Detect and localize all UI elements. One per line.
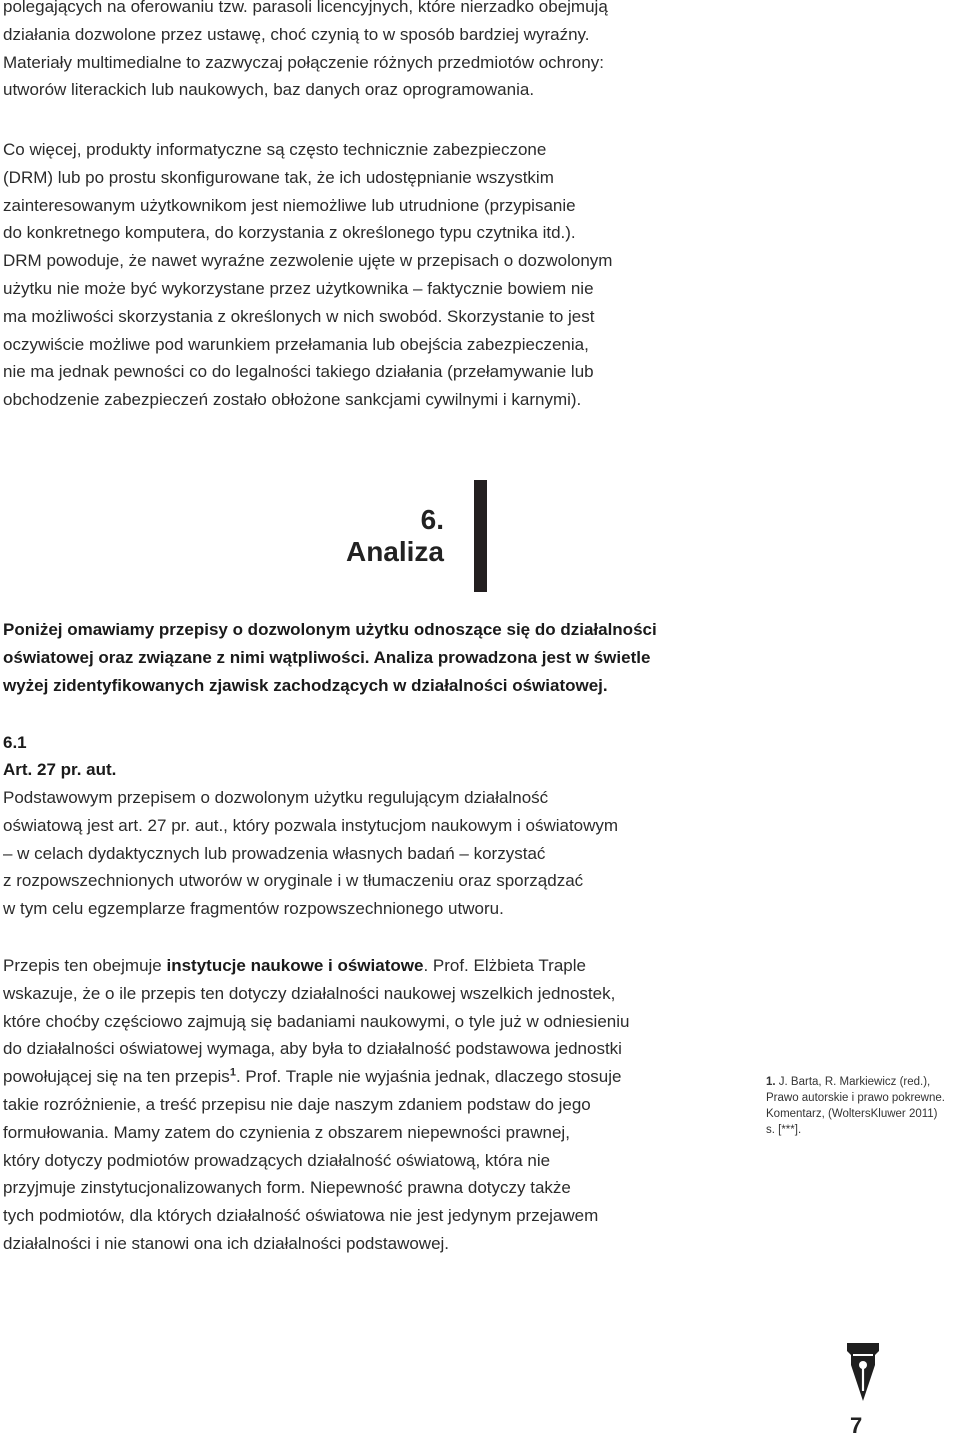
text-line: użytku nie może być wykorzystane przez użytkownika – faktycznie bowiem nie (3, 278, 594, 298)
text-line: nie ma jednak pewności co do legalności takiego działania (przełamywanie lub (3, 362, 594, 382)
text-line: działania dozwolone przez ustawę, choć czynią to w sposób bardziej wyraźny. (3, 24, 590, 44)
text-line: utworów literackich lub naukowych, baz danych oraz oprogramowania. (3, 80, 535, 100)
section-divider-bar (474, 480, 487, 592)
footnote-text: J. Barta, R. Markiewicz (red.), (778, 1076, 931, 1088)
text-line: które choćby częściowo zajmują się badaniami naukowymi, o tyle już w odniesieniu (3, 1011, 630, 1031)
text-line: który dotyczy podmiotów prowadzących działalność oświatową, która nie (3, 1150, 551, 1170)
scope-paragraph (3, 952, 629, 1258)
text-line: z rozpowszechnionych utworów w oryginale i w tłumaczeniu oraz sporządzać (3, 871, 584, 891)
footnote (766, 1074, 958, 1138)
text-line: formułowania. Mamy zatem do czynienia z obszarem niepewności prawnej, (3, 1122, 570, 1142)
text-line: oświatowej oraz związane z nimi wątpliwości. Analiza prowadzona jest w świetle (3, 647, 651, 667)
text-line: – w celach dydaktycznych lub prowadzenia własnych badań – korzystać (3, 843, 546, 863)
text-line (3, 1063, 629, 1091)
pen-nib-hole (859, 1361, 867, 1369)
text-line: polegających na oferowaniu tzw. parasoli licencyjnych, które nierzadko obejmują (3, 0, 608, 16)
text-line: (DRM) lub po prostu skonfigurowane tak, że ich udostępnianie wszystkim (3, 167, 554, 187)
text-line: przyjmuje zinstytucjonalizowanych form. Niepewność prawna dotyczy także (3, 1178, 571, 1198)
text-line: wskazuje, że o ile przepis ten dotyczy działalności naukowej wszelkich jednostek, (3, 983, 616, 1003)
page-number: 7 (850, 1413, 863, 1438)
footnote-line: s. [***]. (766, 1124, 802, 1136)
emphasis-institutions: instytucje naukowe i oświatowe (166, 956, 424, 975)
text-line: do konkretnego komputera, do korzystania z określonego typu czytnika itd.). (3, 223, 576, 243)
drm-paragraph (3, 136, 612, 414)
footnote-reference[interactable]: 1 (229, 1066, 236, 1079)
text-run: powołującej się na ten przepis (3, 1067, 230, 1087)
text-line: zainteresowanym użytkownikom jest niemożliwe lub utrudnione (przypisanie (3, 195, 576, 215)
subsection-title: Art. 27 pr. aut. (3, 760, 117, 779)
text-line: Co więcej, produkty informatyczne są często technicznie zabezpieczone (3, 140, 547, 159)
text-line: takie rozróżnienie, a treść przepisu nie daje naszym zdaniem podstaw do jego (3, 1094, 591, 1114)
text-line (3, 952, 629, 980)
text-line: obchodzenie zabezpieczeń zostało obłożone sankcjami cywilnymi i karnymi). (3, 390, 582, 410)
text-line: ma możliwości skorzystania z określonych w nich swobód. Skorzystanie to jest (3, 306, 595, 326)
text-line: DRM powoduje, że nawet wyraźne zezwolenie ujęte w przepisach o dozwolonym (3, 251, 613, 271)
text-line: Materiały multimedialne to zazwyczaj połączenie różnych przedmiotów ochrony: (3, 52, 604, 72)
section-number: 6. (420, 504, 444, 535)
footnote-line: Prawo autorskie i prawo pokrewne. (766, 1092, 945, 1104)
subsection-number: 6.1 (3, 733, 27, 752)
footnote-number: 1. (766, 1076, 776, 1088)
text-line: Poniżej omawiamy przepisy o dozwolonym użytku odnoszące się do działalności (3, 620, 657, 639)
text-line: wyżej zidentyfikowanych zjawisk zachodzących w działalności oświatowej. (3, 675, 608, 695)
text-line: w tym celu egzemplarze fragmentów rozpowszechnionego utworu. (3, 899, 504, 919)
lead-paragraph (3, 616, 657, 699)
article-paragraph (3, 784, 618, 923)
text-run: . Prof. Traple nie wyjaśnia jednak, dlaczego stosuje (235, 1067, 622, 1087)
text-line: działalności i nie stanowi ona ich działalności podstawowej. (3, 1233, 450, 1253)
pen-nib-logo-icon (845, 1343, 881, 1401)
text-line: oczywiście możliwe pod warunkiem przełamania lub obejścia zabezpieczenia, (3, 334, 589, 354)
intro-paragraph (3, 0, 608, 104)
text-line: do działalności oświatowej wymaga, aby była to działalność podstawowa jednostki (3, 1039, 622, 1059)
text-line: tych podmiotów, dla których działalność oświatowa nie jest jedynym przejawem (3, 1206, 599, 1226)
footnote-line: Komentarz, (WoltersKluwer 2011) (766, 1108, 938, 1120)
text-line: oświatową jest art. 27 pr. aut., który pozwala instytucjom naukowym i oświatowym (3, 815, 619, 835)
text-run: Przepis ten obejmuje (3, 956, 167, 975)
section-title: Analiza (345, 536, 444, 567)
text-line: Podstawowym przepisem o dozwolonym użytku regulującym działalność (3, 788, 549, 807)
text-run: . Prof. Elżbieta Traple (423, 956, 586, 975)
footnote-line (766, 1074, 958, 1090)
